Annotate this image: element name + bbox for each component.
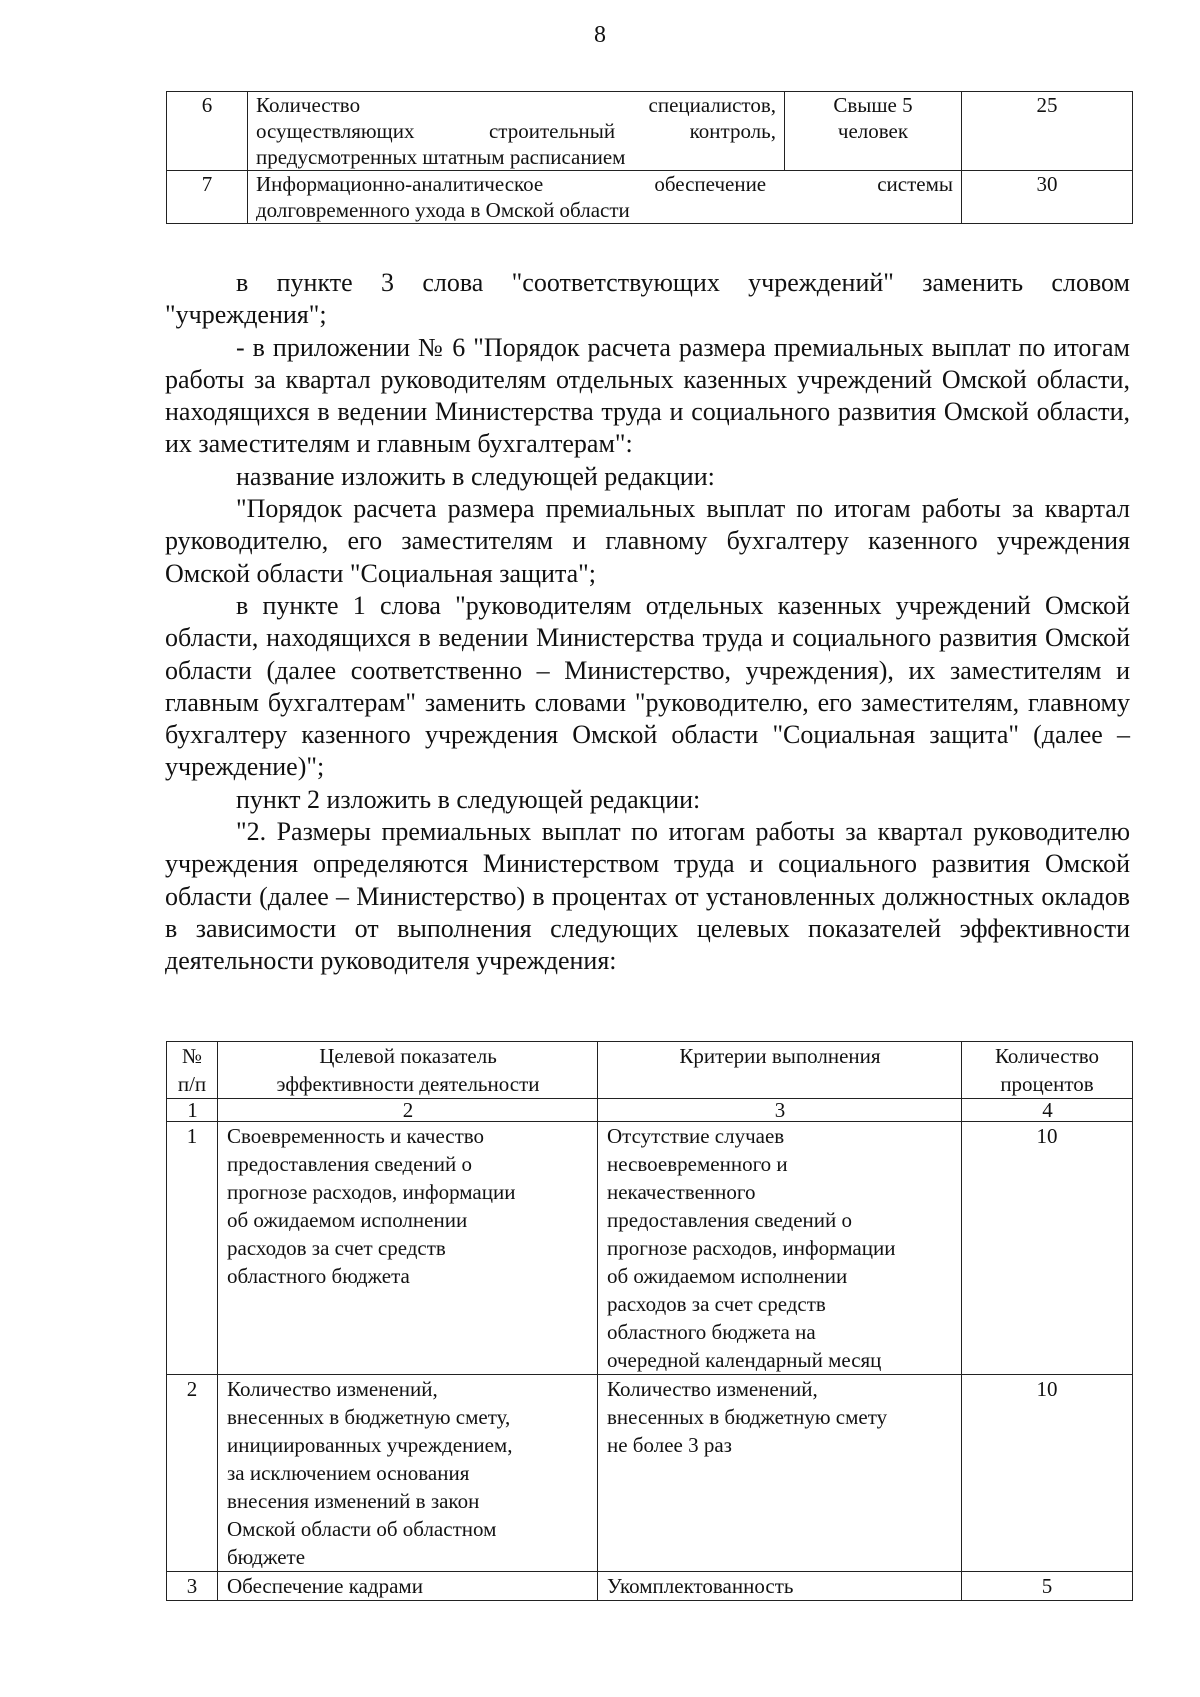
text-line: бюджете [227,1545,306,1569]
text-line: некачественного [607,1180,756,1204]
text-line: осуществляющих строительный контроль, [256,119,776,143]
indicator-cell [248,171,962,224]
paragraph: "2. Размеры премиальных выплат по итогам работы за квартал руководителю учреждения определяются Министерством труда и социального развития Омской области (далее – Министерство) в процентах от установленных должностных окладов в зависимости от выполнения следующих целевых показателей эффективности деятельности руководителя учреждения: [165,817,1130,976]
text-line: Обеспечение кадрами [227,1574,423,1598]
table-row [167,171,1133,224]
text-line: предоставления сведений о [607,1208,853,1232]
table-row [167,1572,1133,1601]
table-header-row [167,1042,1133,1099]
header-percent [962,1042,1133,1099]
percent-cell: 25 [962,92,1133,171]
text-line: п/п [177,1072,207,1096]
table-row [167,1122,1133,1375]
criteria-cell [598,1122,962,1375]
text-line: областного бюджета на [607,1320,816,1344]
row-number: 1 [167,1122,218,1375]
paragraph: - в приложении № 6 "Порядок расчета размера премиальных выплат по итогам работы за квартал руководителям отдельных казенных учреждений Омской области, находящихся в ведении Министерства труда и социального развития Омской области, их заместителям и главным бухгалтерам": [165,332,1130,459]
text-line: за исключением основания [227,1461,470,1485]
column-number: 2 [218,1099,598,1122]
indicators-table [166,1041,1133,1601]
indicator-cell [218,1572,598,1601]
percent-cell: 30 [962,171,1133,224]
text-line: об ожидаемом исполнении [607,1264,848,1288]
row-number: 7 [167,171,248,224]
table-row [167,92,1133,171]
text-line: об ожидаемом исполнении [227,1208,468,1232]
text-line: Целевой показатель [319,1044,497,1068]
text-line: внесения изменений в закон [227,1489,480,1513]
indicator-cell [218,1375,598,1572]
text-line: прогнозе расходов, информации [607,1236,896,1260]
text-line: Своевременность и качество [227,1124,485,1148]
paragraph: в пункте 1 слова "руководителям отдельных казенных учреждений Омской области, находящихся в ведении Министерства труда и социального развития Омской области (далее соответственно – Министерство, учреждения), их заместителям и главным бухгалтерам" заменить словами "руководителю, его заместителям, главному бухгалтеру казенного учреждения Омской области "Социальная защита" (далее – учреждение)"; [165,590,1130,782]
text-line: внесенных в бюджетную смету, [227,1405,511,1429]
column-number-row [167,1099,1133,1122]
criteria-cell [598,1572,962,1601]
text-line: Отсутствие случаев [607,1124,785,1148]
text-line: Количество изменений, [607,1377,818,1401]
row-number: 6 [167,92,248,171]
text-line: долговременного ухода в Омской области [256,198,630,222]
text-line: прогнозе расходов, информации [227,1180,516,1204]
header-indicator [218,1042,598,1099]
column-number: 4 [962,1099,1133,1122]
paragraph: пункт 2 изложить в следующей редакции: [236,784,701,814]
text-line: областного бюджета [227,1264,410,1288]
text-line: очередной календарный месяц [607,1348,882,1372]
page-number: 8 [594,22,606,48]
paragraph: "Порядок расчета размера премиальных выплат по итогам работы за квартал руководителю, его заместителям и главному бухгалтеру казенного учреждения Омской области "Социальная защита"; [165,494,1130,588]
criterion-cell [785,92,962,171]
text-line: расходов за счет средств [607,1292,826,1316]
text-line: предоставления сведений о [227,1152,473,1176]
text-line: Количество специалистов, [256,93,776,117]
paragraph: название изложить в следующей редакции: [236,461,715,491]
text-line: несвоевременного и [607,1152,788,1176]
text-line: инициированных учреждением, [227,1433,513,1457]
criteria-cell [598,1375,962,1572]
header-number [167,1042,218,1099]
column-number: 1 [167,1099,218,1122]
text-line: расходов за счет средств [227,1236,446,1260]
text-line: № [181,1044,203,1068]
indicator-cell [218,1122,598,1375]
percent-cell: 5 [962,1572,1133,1601]
text-line: Свыше 5 [833,93,913,117]
text-line: Информационно-аналитическое обеспечение системы [256,172,953,196]
row-number: 3 [167,1572,218,1601]
text-line: Количество изменений, [227,1377,438,1401]
text-line: процентов [1000,1072,1094,1096]
text-line: внесенных в бюджетную смету [607,1405,888,1429]
column-number: 3 [598,1099,962,1122]
document-body [165,267,1130,978]
paragraph: в пункте 3 слова "соответствующих учреждений" заменить словом "учреждения"; [165,268,1130,330]
text-line: Омской области об областном [227,1517,497,1541]
text-line: Укомплектованность [607,1574,794,1598]
table-row [167,1375,1133,1572]
text-line: не более 3 раз [607,1433,732,1457]
percent-cell: 10 [962,1122,1133,1375]
header-criteria: Критерии выполнения [598,1042,962,1099]
text-line: эффективности деятельности [276,1072,540,1096]
percent-cell: 10 [962,1375,1133,1572]
text-line: предусмотренных штатным расписанием [256,145,626,169]
text-line: человек [837,119,909,143]
text-line: Количество [994,1044,1100,1068]
row-number: 2 [167,1375,218,1572]
indicator-cell [248,92,785,171]
continued-table [166,91,1133,224]
